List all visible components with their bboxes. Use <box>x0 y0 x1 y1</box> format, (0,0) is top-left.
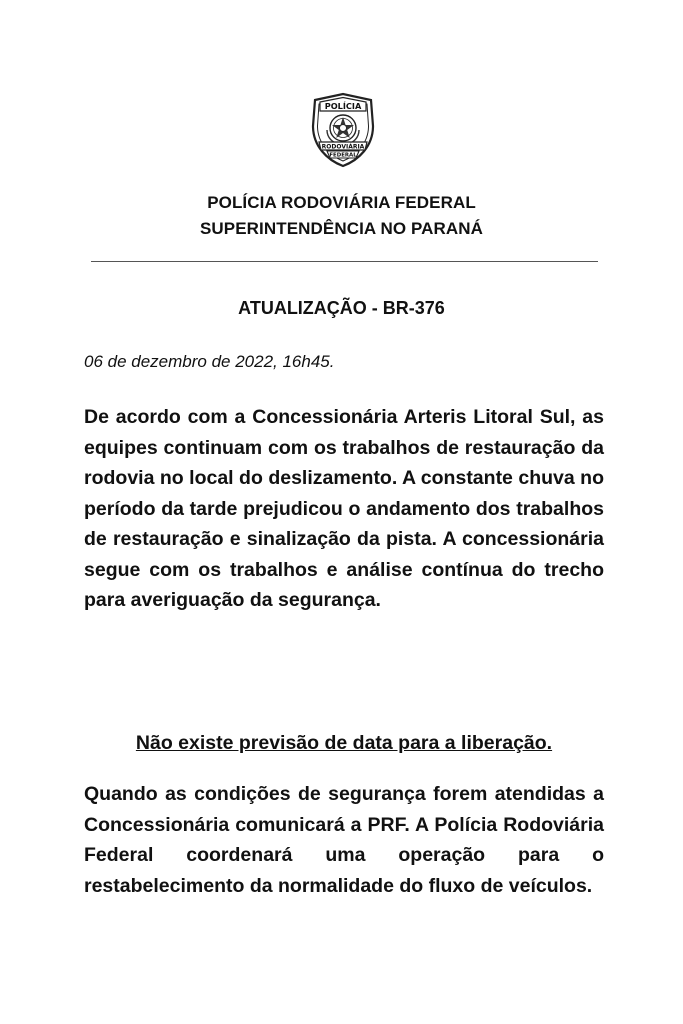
issuer-unit: SUPERINTENDÊNCIA NO PARANÁ <box>199 219 484 238</box>
issuer-name: POLÍCIA RODOVIÁRIA FEDERAL <box>207 193 476 212</box>
issuer-header <box>0 190 683 242</box>
svg-text:POLÍCIA: POLÍCIA <box>324 101 362 111</box>
prf-shield-badge-icon <box>307 90 379 170</box>
body-paragraph-1: De acordo com a Concessionária Arteris Litoral Sul, as equipes continuam com os trabalhos de restauração da rodovia no local do deslizamento. A constante chuva no período da tarde prejudicou o andamento dos trabalhos de restauração e sinalização da pista. A concessionária segue com os trabalhos e análise contínua do trecho para averiguação da segurança. <box>84 406 604 611</box>
body-paragraph-2: Quando as condições de segurança forem atendidas a Concessionária comunicará a PRF. A Polícia Rodoviária Federal coordenará uma operação para o restabelecimento da normalidade do fluxo de veículos. <box>84 783 604 897</box>
update-title: ATUALIZAÇÃO - BR-376 <box>238 298 445 318</box>
svg-text:RODOVIÁRIA: RODOVIÁRIA <box>321 143 365 151</box>
emphasis-notice: Não existe previsão de data para a liberação. <box>135 732 553 754</box>
release-date: 06 de dezembro de 2022, 16h45. <box>84 352 335 371</box>
header-divider <box>91 261 598 262</box>
svg-text:FEDERAL: FEDERAL <box>329 152 357 159</box>
